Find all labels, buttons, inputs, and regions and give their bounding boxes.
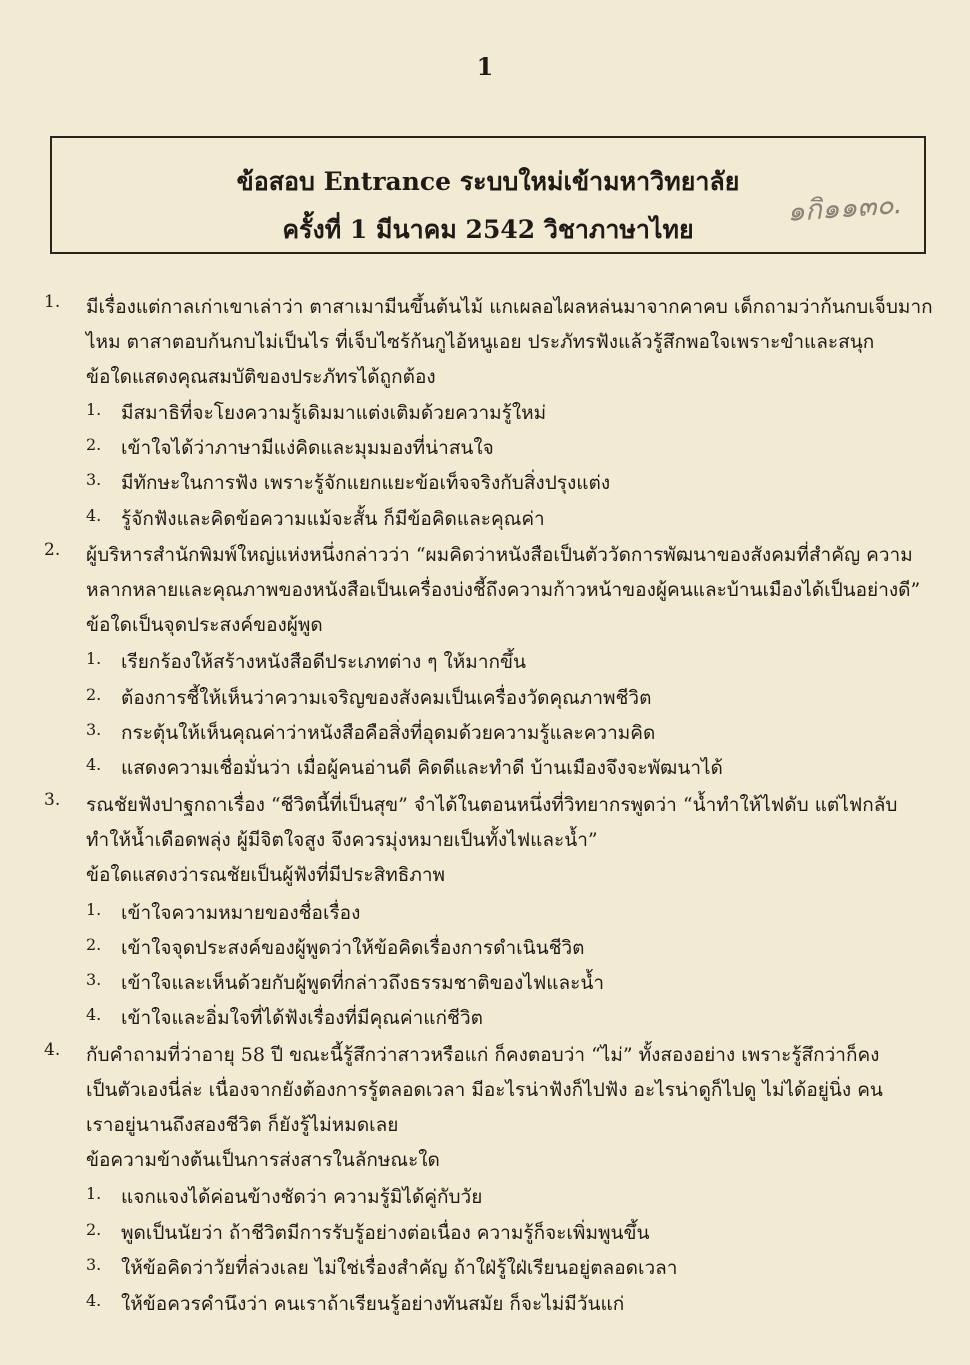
- option-number: 1.: [86, 1184, 102, 1203]
- question-text: เราอยู่นานถึงสองชีวิต ก็ยังรู้ไม่หมดเลย: [86, 1114, 399, 1136]
- option-number: 2.: [86, 435, 102, 454]
- exam-subtitle: ครั้งที่ 1 มีนาคม 2542 วิชาภาษาไทย: [282, 215, 694, 244]
- question-text: ทำให้น้ำเดือดพลุ่ง ผู้มีจิตใจสูง จึงควรมุ่งหมายเป็นทั้งไฟและน้ำ”: [86, 829, 598, 851]
- option-number: 3.: [86, 470, 102, 489]
- question-number: 2.: [44, 540, 61, 560]
- option-text: เข้าใจได้ว่าภาษามีแง่คิดและมุมมองที่น่าสนใจ: [121, 437, 494, 459]
- option-number: 3.: [86, 720, 102, 739]
- option-text: เรียกร้องให้สร้างหนังสือดีประเภทต่าง ๆ ให้มากขึ้น: [121, 651, 526, 673]
- option-number: 4.: [86, 1291, 102, 1310]
- option-text: เข้าใจและเห็นด้วยกับผู้พูดที่กล่าวถึงธรรมชาติของไฟและน้ำ: [121, 972, 605, 994]
- option-number: 2.: [86, 935, 102, 954]
- question-text: เป็นตัวเองนี่ล่ะ เนื่องจากยังต้องการรู้ตลอดเวลา มีอะไรน่าฟังก็ไปฟัง อะไรน่าดูก็ไปดู ไม่ได้อยู่นิ่ง คน: [86, 1079, 883, 1101]
- question-text: รณชัยฟังปาฐกถาเรื่อง “ชีวิตนี้ที่เป็นสุข” จำได้ในตอนหนึ่งที่วิทยากรพูดว่า “น้ำทำให้ไฟดับ แต่ไฟกลับ: [86, 794, 898, 816]
- option-number: 2.: [86, 1220, 102, 1239]
- option-text: มีทักษะในการฟัง เพราะรู้จักแยกแยะข้อเท็จจริงกับสิ่งปรุงแต่ง: [121, 472, 611, 494]
- question-text: ผู้บริหารสำนักพิมพ์ใหญ่แห่งหนึ่งกล่าวว่า “ผมคิดว่าหนังสือเป็นตัววัดการพัฒนาของสังคมที่สำคัญ ความ: [86, 544, 913, 566]
- option-text: ให้ข้อคิดว่าวัยที่ล่วงเลย ไม่ใช่เรื่องสำคัญ ถ้าใฝ่รู้ใฝ่เรียนอยู่ตลอดเวลา: [121, 1257, 678, 1279]
- question-text: มีเรื่องแต่กาลเก่าเขาเล่าว่า ตาสาเมามีนขึ้นต้นไม้ แกเผลอไผลหล่นมาจากคาคบ เด็กถามว่าก้นกบเจ็บมาก: [86, 296, 933, 318]
- option-number: 4.: [86, 755, 102, 774]
- option-text: พูดเป็นนัยว่า ถ้าชีวิตมีการรับรู้อย่างต่อเนื่อง ความรู้ก็จะเพิ่มพูนขึ้น: [121, 1222, 650, 1244]
- option-number: 4.: [86, 506, 102, 525]
- option-text: เข้าใจจุดประสงค์ของผู้พูดว่าให้ข้อคิดเรื่องการดำเนินชีวิต: [121, 937, 585, 959]
- title-box: [50, 136, 926, 254]
- option-number: 1.: [86, 400, 102, 419]
- exam-title: ข้อสอบ Entrance ระบบใหม่เข้ามหาวิทยาลัย: [236, 167, 740, 196]
- question-text: ไหม ตาสาตอบก้นกบไม่เป็นไร ที่เจ็บไซร้ก้นกูไอ้หนูเอย ประภัทรฟังแล้วรู้สึกพอใจเพราะขำและสนุก: [86, 331, 875, 353]
- question-prompt: ข้อใดแสดงว่ารณชัยเป็นผู้ฟังที่มีประสิทธิภาพ: [86, 864, 446, 886]
- option-number: 1.: [86, 649, 102, 668]
- question-number: 3.: [44, 790, 61, 810]
- question-text: หลากหลายและคุณภาพของหนังสือเป็นเครื่องบ่งชี้ถึงความก้าวหน้าของผู้คนและบ้านเมืองได้เป็นอย่างดี”: [86, 579, 921, 601]
- option-number: 3.: [86, 970, 102, 989]
- question-prompt: ข้อใดเป็นจุดประสงค์ของผู้พูด: [86, 614, 323, 636]
- page-number: 1: [476, 52, 494, 81]
- question-prompt: ข้อความข้างต้นเป็นการส่งสารในลักษณะใด: [86, 1149, 440, 1171]
- option-text: ต้องการชี้ให้เห็นว่าความเจริญของสังคมเป็นเครื่องวัดคุณภาพชีวิต: [121, 687, 652, 709]
- option-text: เข้าใจและอิ่มใจที่ได้ฟังเรื่องที่มีคุณค่าแก่ชีวิต: [121, 1007, 483, 1029]
- option-number: 2.: [86, 685, 102, 704]
- option-text: เข้าใจความหมายของชื่อเรื่อง: [121, 902, 361, 924]
- option-text: แสดงความเชื่อมั่นว่า เมื่อผู้คนอ่านดี คิดดีและทำดี บ้านเมืองจึงจะพัฒนาได้: [121, 757, 723, 779]
- question-text: กับคำถามที่ว่าอายุ 58 ปี ขณะนี้รู้สึกว่าสาวหรือแก่ ก็คงตอบว่า “ไม่” ทั้งสองอย่าง เพราะรู้สึกว่าก็คง: [86, 1044, 880, 1066]
- question-prompt: ข้อใดแสดงคุณสมบัติของประภัทรได้ถูกต้อง: [86, 366, 436, 388]
- option-text: ให้ข้อควรคำนึงว่า คนเราถ้าเรียนรู้อย่างทันสมัย ก็จะไม่มีวันแก่: [121, 1293, 625, 1315]
- question-number: 4.: [44, 1040, 61, 1060]
- option-number: 4.: [86, 1005, 102, 1024]
- handwritten-note: ๑กิ๑๑๓๐.: [785, 187, 903, 228]
- question-number: 1.: [44, 292, 61, 312]
- option-text: แจกแจงได้ค่อนข้างชัดว่า ความรู้มิได้คู่กับวัย: [121, 1186, 483, 1208]
- option-number: 1.: [86, 900, 102, 919]
- option-text: กระตุ้นให้เห็นคุณค่าว่าหนังสือคือสิ่งที่อุดมด้วยความรู้และความคิด: [121, 722, 656, 744]
- option-number: 3.: [86, 1255, 102, 1274]
- option-text: มีสมาธิที่จะโยงความรู้เดิมมาแต่งเติมด้วยความรู้ใหม่: [121, 402, 547, 424]
- option-text: รู้จักฟังและคิดข้อความแม้จะสั้น ก็มีข้อคิดและคุณค่า: [121, 508, 545, 530]
